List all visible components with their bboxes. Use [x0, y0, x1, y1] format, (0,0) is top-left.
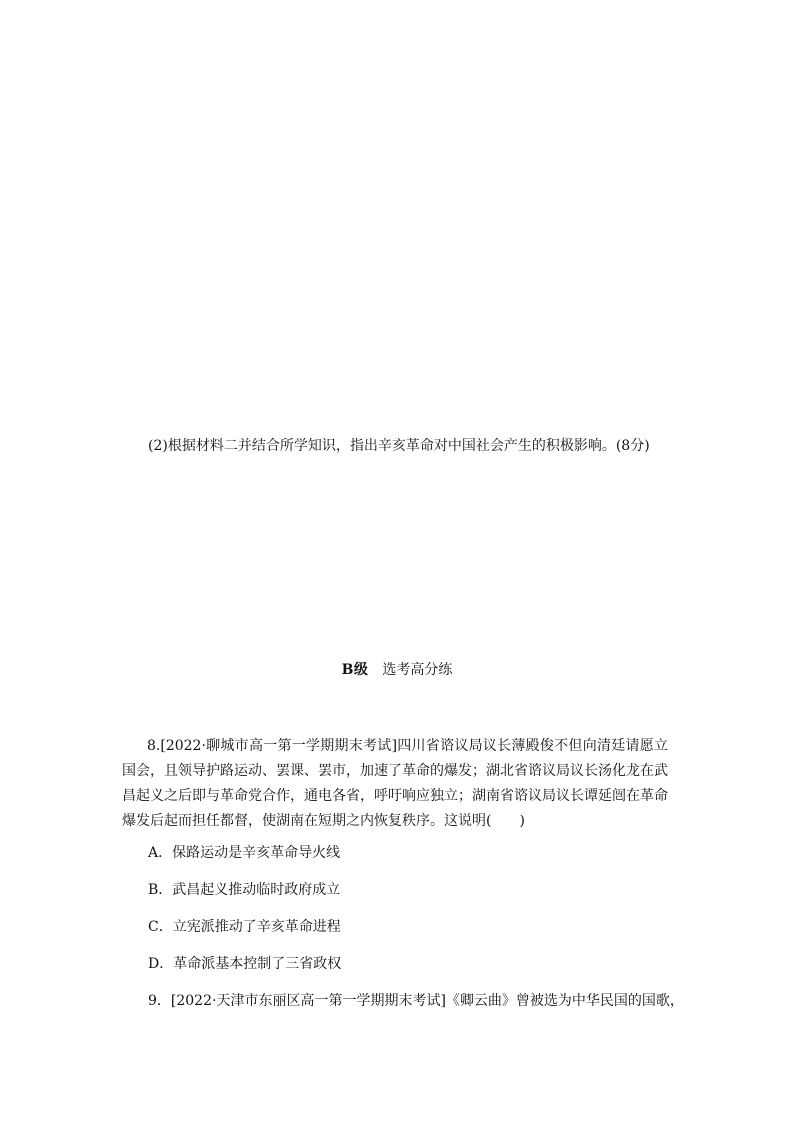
question-8-option-b: B．武昌起义推动临时政府成立	[148, 882, 341, 898]
section-heading	[0, 659, 794, 679]
question-9-stem: 9．[2022·天津市东丽区高一第一学期期末考试]《卿云曲》曾被选为中华民国的国歌，	[148, 993, 684, 1009]
question-8-option-d: D．革命派基本控制了三省政权	[148, 956, 342, 972]
question-2-text: (2)根据材料二并结合所学知识，指出辛亥革命对中国社会产生的积极影响。(8分)	[148, 438, 650, 454]
section-level: B级	[341, 662, 369, 678]
question-8-option-c: C．立宪派推动了辛亥革命进程	[148, 919, 341, 935]
question-8-stem: 8.[2022·聊城市高一第一学期期末考试]四川省谘议局议长薄殿俊不但向清廷请愿立国会，且领导护路运动、罢课、罢市，加速了革命的爆发；湖北省谘议局议长汤化龙在武昌起义之后即与革命党合作，通电各省，呼吁响应独立；湖南省谘议局议长谭延闿在革命爆发后起而担任都督，使湖南在短期之内恢复秩序。这说明( )	[122, 738, 668, 829]
question-8-option-a: A．保路运动是辛亥革命导火线	[148, 845, 341, 861]
section-title: 选考高分练	[382, 662, 453, 678]
